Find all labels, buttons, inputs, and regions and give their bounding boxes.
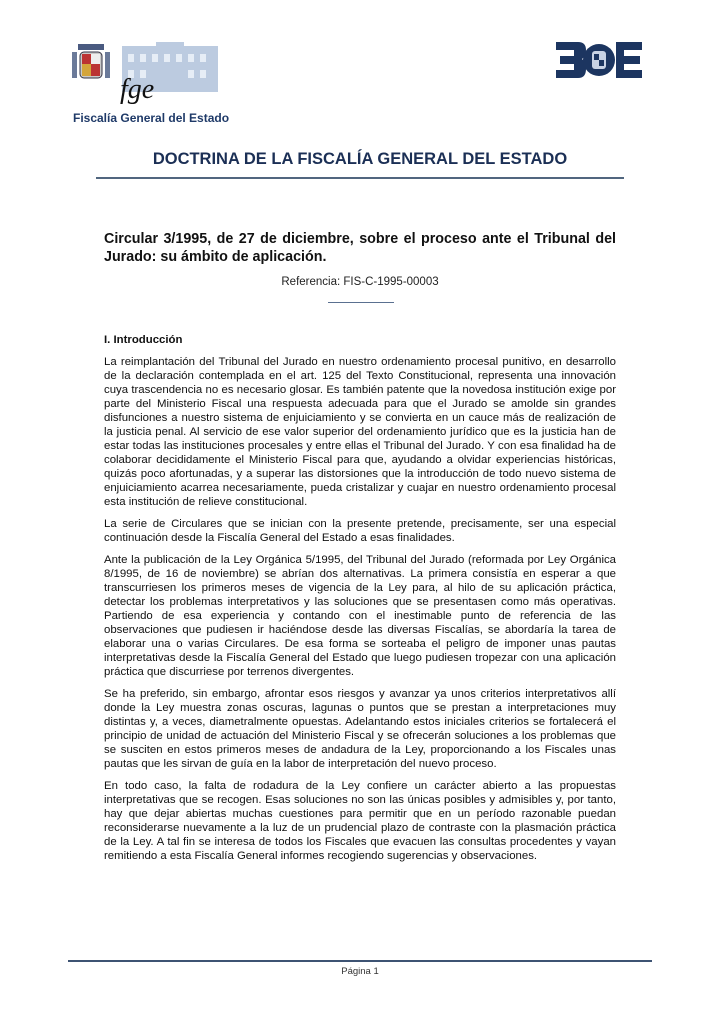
paragraph: En todo caso, la falta de rodadura de la Ley confiere un carácter abierto a las propuestas interpretativas que se recogen. Esas soluciones no son las únicas posibles y admisibles y, por tanto, hay que dejar abiertas muchas cuestiones para permitir que en un período razonable puedan reconsiderarse nuevamente a la luz de un prudencial plazo de contraste con la plasmación práctica de la Ley. A tal fin se interesa de todos los Fiscales que evacuen las consultas procedentes y vayan remitiendo a esta Fiscalía General informes recogiendo sugerencias y observaciones.	[104, 780, 616, 862]
boe-emblem-icon	[556, 42, 642, 78]
fge-wordmark: fge	[120, 74, 155, 104]
boe-logo	[556, 42, 642, 78]
section-title: DOCTRINA DE LA FISCALÍA GENERAL DEL ESTADO	[152, 150, 568, 168]
paragraph: La reimplantación del Tribunal del Jurado en nuestro ordenamiento procesal punitivo, en desarrollo de la declaración contemplada en el art. 125 del Texto Constitucional, representa una innovación cuya trascendencia no es necesario glosar. Es también patente que la novedosa institución exige por parte del Ministerio Fiscal una respuesta adecuada para que el Jurado se amolde sin grandes disfunciones a nuestro sistema de enjuiciamiento y se convierta en un cauce más de realización de la justicia penal. Al servicio de ese valor superior del ordenamiento jurídico que es la justicia han de estar todas las instituciones procesales y entre ellas el Tribunal del Jurado. Y con esa finalidad ha de colaborar decididamente el Ministerio Fiscal para que, ayudando a olvidar experiencias históricas, quizás poco afortunadas, y a superar las distorsiones que la introducción de todo nuevo sistema de enjuiciamiento acarrea necesariamente, pueda cristalizar y cuajar en nuestro ordenamiento procesal esta institución de relieve constitucional.	[104, 356, 616, 508]
paragraph: La serie de Circulares que se inician con la presente pretende, precisamente, ser una especial continuación desde la Fiscalía General del Estado a esas finalidades.	[104, 518, 616, 544]
paragraph: Se ha preferido, sin embargo, afrontar esos riesgos y avanzar ya unos criterios interpretativos allí donde la Ley muestra zonas oscuras, lagunas o puntos que se prestan a interpretaciones muy distintas y, a veces, diametralmente opuestas. Adelantando estos iniciales criterios se fortalecerá el principio de unidad de actuación del Ministerio Fiscal y se ofrecerán soluciones a los problemas que se susciten en estos primeros meses de andadura de la Ley, proporcionando a los Fiscales unas pautas que les sirvan de guía en la labor de interpretación del nuevo proceso.	[104, 688, 616, 770]
document-title: Circular 3/1995, de 27 de diciembre, sobre el proceso ante el Tribunal del Jurado: su ámbito de aplicación.	[104, 231, 616, 265]
section-heading: I. Introducción	[104, 334, 183, 346]
document-body	[104, 333, 616, 871]
header-divider	[96, 177, 624, 179]
paragraph: Ante la publicación de la Ley Orgánica 5/1995, del Tribunal del Jurado (reformada por Ley Orgánica 8/1995, de 16 de noviembre) se abrían dos alternativas. La primera consistía en esperar a que transcurriesen los primeros meses de vigencia de la Ley para, al hilo de su aplicación práctica, detectar los problemas interpretativos y las soluciones que se presentasen como más operativas. Partiendo de esa experiencia y contando con el inestimable punto de referencia de las observaciones que pudiesen ir haciéndose desde las diversas Fiscalías, se abordaría la tarea de elaborar una o varias Circulares. De esa forma se sorteaba el peligro de imponer unas pautas interpretativas desde la Fiscalía General del Estado que luego pudiesen tropezar con una aplicación práctica que discurriese por terrenos divergentes.	[104, 554, 616, 678]
footer-divider	[68, 960, 652, 962]
document-reference: Referencia: FIS-C-1995-00003	[281, 276, 439, 288]
reference-divider	[328, 302, 394, 303]
org-name: Fiscalía General del Estado	[73, 111, 230, 125]
fge-logo	[70, 40, 220, 104]
coat-of-arms-icon	[70, 40, 220, 104]
page-number: Página 1	[341, 966, 379, 977]
